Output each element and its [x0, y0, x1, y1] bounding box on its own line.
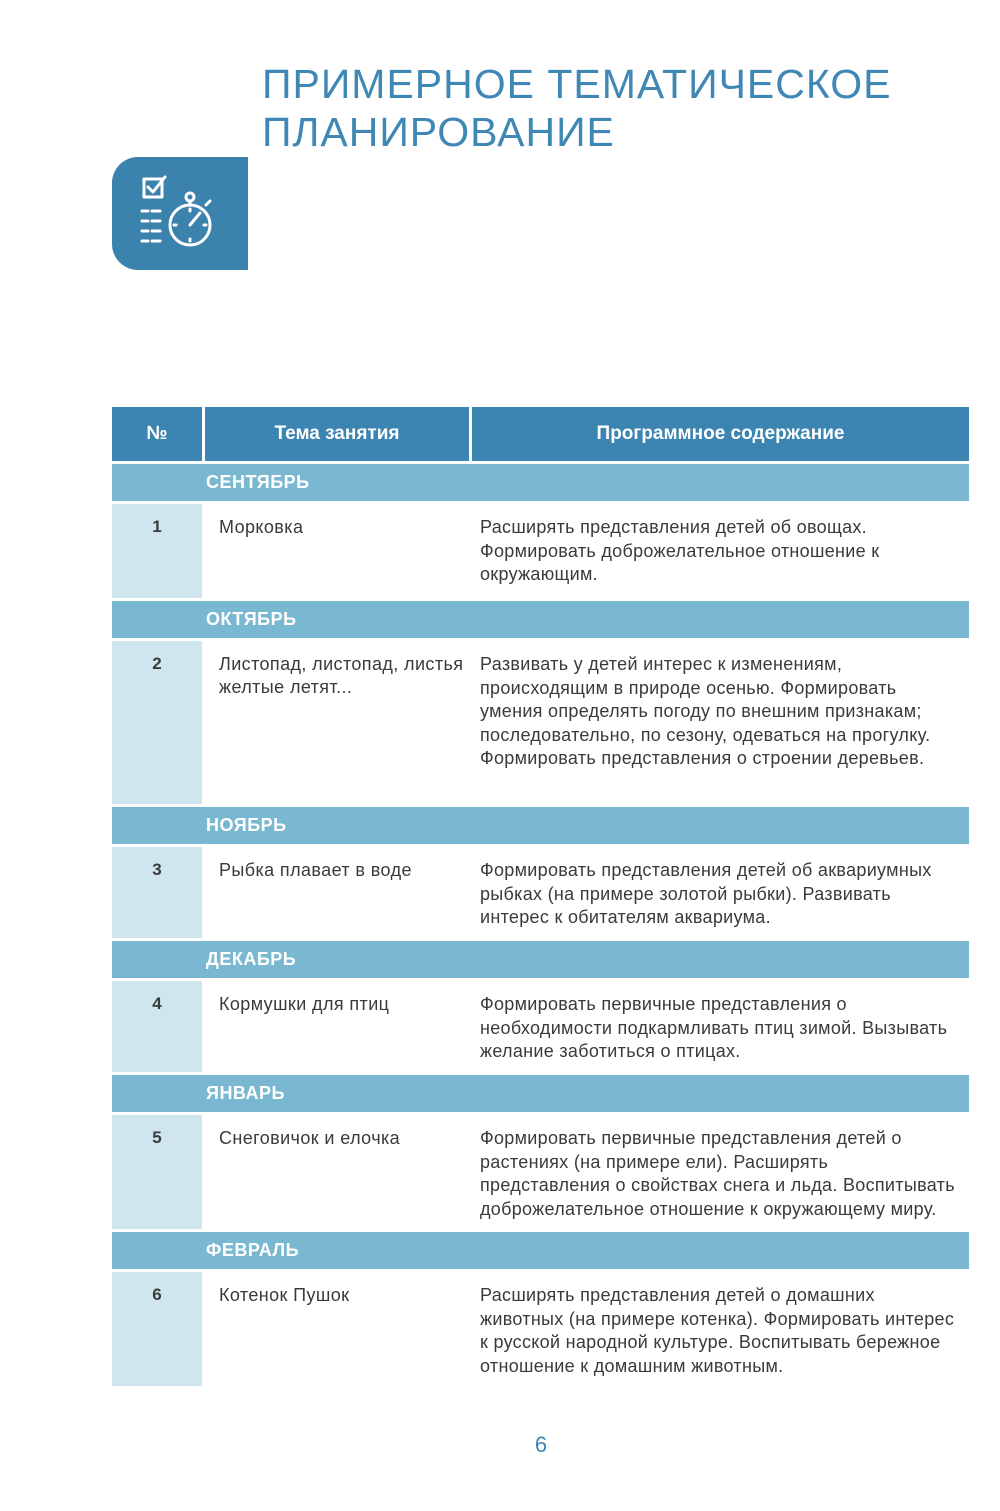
table-header: [112, 407, 969, 461]
month-label: ФЕВРАЛЬ: [206, 1240, 300, 1260]
row-content: Формировать первичные представления детей о растениях (на примере ели). Расширять представления о свойствах снега и льда. Воспитывать доброжелательное отношение к окружающему миру.: [480, 1128, 955, 1219]
row-number: 1: [112, 504, 202, 598]
page-title-line-1: ПРИМЕРНОЕ ТЕМАТИЧЕСКОЕ: [262, 61, 892, 107]
month-label: НОЯБРЬ: [206, 815, 287, 835]
month-band: [112, 464, 969, 501]
page-number: 6: [534, 1432, 548, 1457]
row-number: 4: [112, 981, 202, 1072]
month-band: [112, 807, 969, 844]
row-topic: Рыбка плавает в воде: [219, 860, 412, 880]
row-number: 5: [112, 1115, 202, 1229]
row-number: 6: [112, 1272, 202, 1386]
month-label: СЕНТЯБРЬ: [206, 472, 310, 492]
checklist-stopwatch-icon: [140, 175, 230, 255]
column-header-number: №: [146, 423, 168, 444]
row-content: Формировать представления детей об аквариумных рыбках (на примере золотой рыбки). Развивать интерес к обитателям аквариума.: [480, 860, 932, 927]
month-label: ОКТЯБРЬ: [206, 609, 297, 629]
table-row: [112, 504, 969, 598]
table-row: [112, 847, 969, 938]
month-band: [112, 1232, 969, 1269]
table-row: [112, 641, 969, 804]
row-content: Развивать у детей интерес к изменениям, происходящим в природе осенью. Формировать умения определять погоду по внешним признакам; последовательно, по сезону, одеваться на прогулку. Формировать представления о строении деревьев.: [480, 654, 931, 768]
row-content: Расширять представления детей о домашних животных (на примере котенка). Формировать интерес к русской народной культуре. Воспитывать бережное отношение к домашним животным.: [480, 1285, 955, 1376]
column-header-content: Программное содержание: [596, 423, 845, 444]
row-topic: Снеговичок и елочка: [219, 1128, 401, 1148]
table-row: [112, 1115, 969, 1229]
row-topic: Кормушки для птиц: [219, 994, 390, 1014]
thematic-plan-table: [112, 407, 969, 1386]
row-content: Формировать первичные представления о необходимости подкармливать птиц зимой. Вызывать желание заботиться о птицах.: [480, 994, 948, 1061]
month-label: ДЕКАБРЬ: [206, 949, 297, 969]
table-row: [112, 981, 969, 1072]
row-number: 3: [112, 847, 202, 938]
row-topic: Котенок Пушок: [219, 1285, 350, 1305]
table-row: [112, 1272, 969, 1386]
row-content: Расширять представления детей об овощах. Формировать доброжелательное отношение к окружающим.: [480, 517, 880, 584]
month-band: [112, 941, 969, 978]
month-label: ЯНВАРЬ: [206, 1083, 285, 1103]
row-topic: Листопад, листопад, листья желтые летят...: [219, 654, 464, 697]
row-number: 2: [112, 641, 202, 804]
page-title-line-2: ПЛАНИРОВАНИЕ: [262, 109, 615, 155]
month-band: [112, 601, 969, 638]
month-band: [112, 1075, 969, 1112]
row-topic: Морковка: [219, 517, 304, 537]
section-icon-badge: [112, 157, 248, 270]
page-title: [262, 60, 962, 156]
column-header-topic: Тема занятия: [202, 407, 472, 461]
